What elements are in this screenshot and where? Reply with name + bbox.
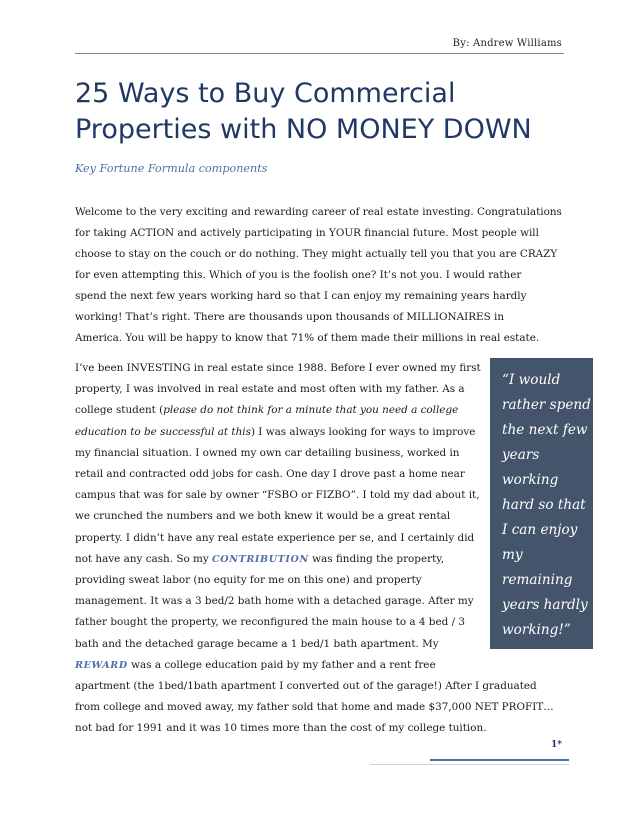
body-line: property. I didn’t have any real estate experience per se, and I certainly did	[75, 531, 475, 544]
intro-line: spend the next few years working hard so that I can enjoy my remaining years hardly	[75, 290, 527, 302]
body-line: campus that was for sale by owner “FSBO or FIZBO”. I told my dad about it,	[75, 489, 480, 502]
contribution-emphasis: CONTRIBUTION	[212, 553, 309, 565]
pull-quote-text	[502, 368, 593, 643]
body-line: my financial situation. I owned my own car detailing business, worked in	[75, 446, 460, 459]
quote-line: years hardly	[502, 597, 588, 613]
title-line-1: 25 Ways to Buy Commercial	[75, 78, 456, 109]
title-line-2: Properties with NO MONEY DOWN	[75, 114, 532, 145]
intro-line: for even attempting this. Which of you is the foolish one? It’s not you. I would rather	[75, 269, 522, 281]
intro-line: for taking ACTION and actively participating in YOUR financial future. Most people will	[75, 227, 539, 239]
footer-rule	[430, 759, 569, 761]
quote-line: the next few	[502, 422, 588, 438]
body-text: not have any cash. So my	[75, 552, 213, 565]
body-line	[75, 655, 575, 676]
body-line: we crunched the numbers and we both knew it would be a great rental	[75, 510, 451, 523]
intro-line: working! That’s right. There are thousands upon thousands of MILLIONAIRES in	[75, 311, 505, 323]
subtitle: Key Fortune Formula components	[75, 162, 268, 175]
body-line: property, I was involved in real estate and most often with my father. As a	[75, 383, 465, 396]
body-text: college student (	[75, 404, 164, 417]
reward-emphasis: REWARD	[75, 659, 128, 671]
page-number: 1*	[551, 740, 562, 750]
body-line: providing sweat labor (no equity for me on this one) and property	[75, 574, 422, 587]
intro-line: choose to stay on the couch or do nothing. They might actually tell you that you are CRAZY	[75, 248, 558, 260]
body-text: was a college education paid by my father and a rent free	[127, 658, 436, 671]
body-line: retail and contracted odd jobs for cash. One day I drove past a home near	[75, 468, 465, 481]
quote-line: working!”	[502, 622, 571, 638]
italic-aside: education to be successful at this	[75, 425, 251, 438]
body-line: father bought the property, we reconfigured the main house to a 4 bed / 3	[75, 616, 465, 629]
body-line: bath and the detached garage became a 1 bed/1 bath apartment. My	[75, 637, 439, 650]
quote-line: I can enjoy	[502, 522, 578, 538]
quote-line: years	[502, 447, 540, 463]
quote-line: my	[502, 547, 523, 563]
body-line: not bad for 1991 and it was 10 times more than the cost of my college tuition.	[75, 722, 487, 735]
footer-rule-light	[370, 764, 569, 765]
italic-aside: please do not think for a minute that you need a college	[163, 404, 459, 417]
quote-line: hard so that	[502, 497, 586, 513]
intro-paragraph	[75, 202, 570, 349]
quote-line: “I would	[502, 372, 561, 388]
intro-line: Welcome to the very exciting and rewarding career of real estate investing. Congratulations	[75, 206, 562, 218]
quote-line: working	[502, 472, 559, 488]
body-line: I’ve been INVESTING in real estate since 1988. Before I ever owned my first	[75, 362, 481, 374]
page-title	[75, 76, 565, 148]
quote-line: rather spend	[502, 397, 591, 413]
intro-line: America. You will be happy to know that 71% of them made their millions in real estate.	[75, 332, 540, 344]
header-author: By: Andrew Williams	[452, 38, 562, 49]
body-line: from college and moved away, my father sold that home and made $37,000 NET PROFIT…	[75, 701, 554, 714]
quote-line: remaining	[502, 572, 573, 588]
body-line: apartment (the 1bed/1bath apartment I converted out of the garage!) After I graduated	[75, 680, 537, 693]
body-text: ) I was always looking for ways to improve	[250, 425, 476, 438]
header-rule	[75, 53, 564, 54]
body-line: management. It was a 3 bed/2 bath home with a detached garage. After my	[75, 595, 474, 608]
pull-quote-box	[490, 358, 593, 649]
body-text: was finding the property,	[308, 552, 445, 565]
